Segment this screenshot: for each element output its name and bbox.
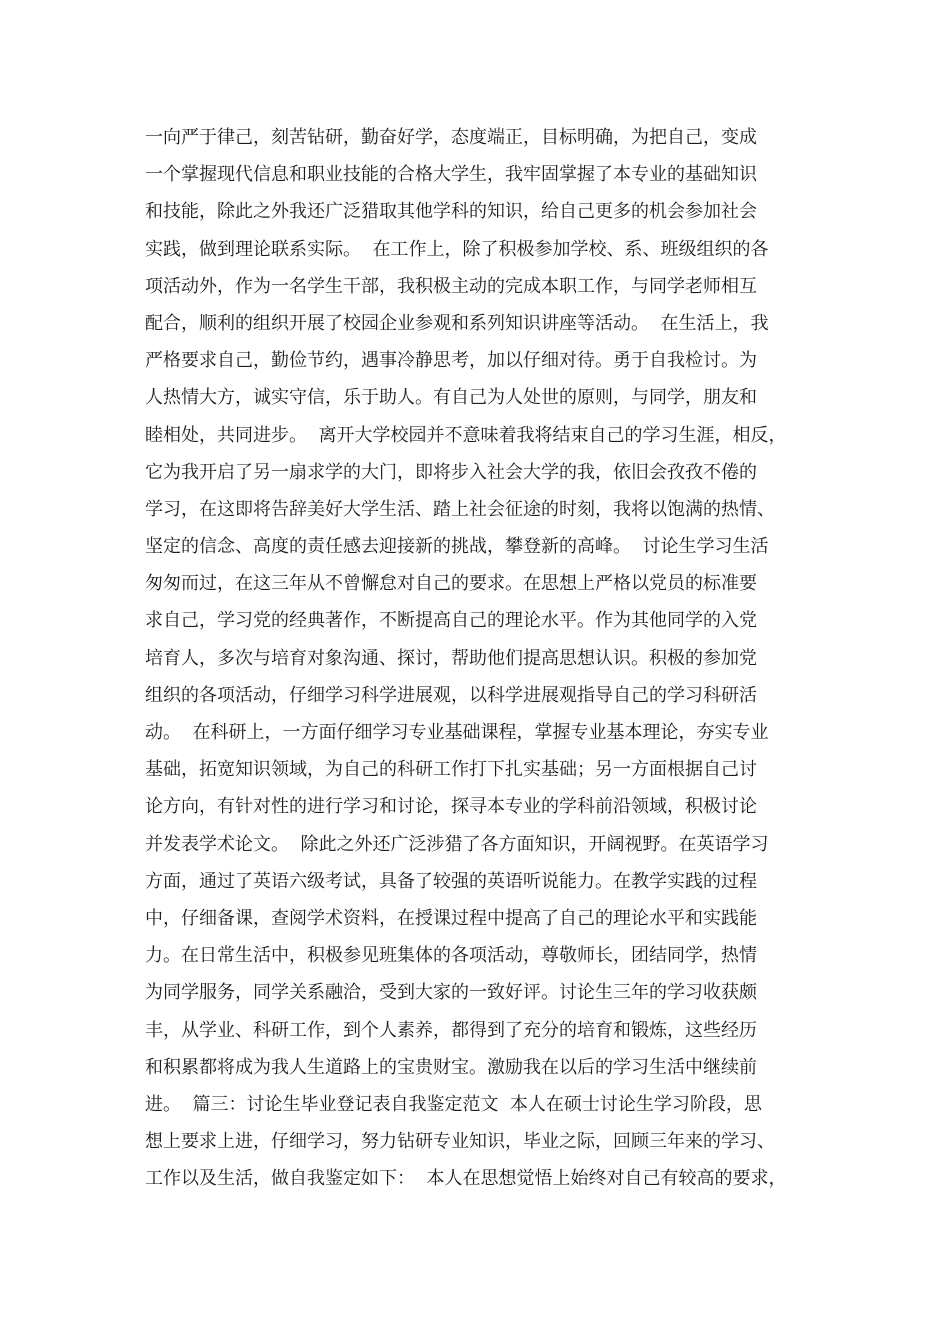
text-line: 工作以及生活，做自我鉴定如下： 本人在思想觉悟上始终对自己有较高的要求， — [145, 1168, 787, 1190]
text-line: 中，仔细备课，查阅学术资料，在授课过程中提高了自己的理论水平和实践能 — [145, 907, 757, 929]
text-line: 睦相处，共同进步。 离开大学校园并不意味着我将结束自己的学习生涯，相反， — [145, 424, 787, 446]
text-line: 基础，拓宽知识领域，为自己的科研工作打下扎实基础；另一方面根据自己讨 — [145, 759, 757, 781]
text-line: 培育人，多次与培育对象沟通、探讨，帮助他们提高思想认识。积极的参加党 — [145, 647, 757, 669]
text-line: 配合，顺利的组织开展了校园企业参观和系列知识讲座等活动。 在生活上，我 — [145, 312, 769, 334]
text-line: 动。 在科研上，一方面仔细学习专业基础课程，掌握专业基本理论，夯实专业 — [145, 722, 769, 743]
body-text — [145, 119, 835, 1197]
text-line: 组织的各项活动，仔细学习科学进展观，以科学进展观指导自己的学习科研活 — [145, 684, 757, 706]
text-line: 一向严于律己，刻苦钻研，勤奋好学，态度端正，目标明确，为把自己，变成 — [145, 127, 757, 148]
text-line: 匆匆而过，在这三年从不曾懈怠对自己的要求。在思想上严格以党员的标准要 — [145, 573, 757, 595]
text-line: 人热情大方，诚实守信，乐于助人。有自己为人处世的原则，与同学，朋友和 — [145, 387, 757, 409]
text-line: 方面，通过了英语六级考试，具备了较强的英语听说能力。在教学实践的过程 — [145, 870, 757, 892]
text-line: 实践，做到理论联系实际。 在工作上，除了积极参加学校、系、班级组织的各 — [145, 238, 769, 260]
text-line: 丰，从学业、科研工作，到个人素养，都得到了充分的培育和锻炼，这些经历 — [145, 1019, 757, 1041]
text-line: 项活动外，作为一名学生干部，我积极主动的完成本职工作，与同学老师相互 — [145, 275, 757, 297]
text-line: 它为我开启了另一扇求学的大门，即将步入社会大学的我，依旧会孜孜不倦的 — [145, 461, 757, 483]
text-line: 和积累都将成为我人生道路上的宝贵财宝。激励我在以后的学习生活中继续前 — [145, 1056, 757, 1078]
text-line: 求自己，学习党的经典著作，不断提高自己的理论水平。作为其他同学的入党 — [145, 610, 757, 632]
text-line: 和技能，除此之外我还广泛猎取其他学科的知识，给自己更多的机会参加社会 — [145, 201, 757, 223]
text-line: 坚定的信念、高度的责任感去迎接新的挑战，攀登新的高峰。 讨论生学习生活 — [145, 536, 769, 558]
text-line: 并发表学术论文。 除此之外还广泛涉猎了各方面知识，开阔视野。在英语学习 — [145, 833, 769, 855]
text-line: 一个掌握现代信息和职业技能的合格大学生，我牢固掌握了本专业的基础知识 — [145, 164, 757, 186]
text-line: 学习，在这即将告辞美好大学生活、踏上社会征途的时刻，我将以饱满的热情、 — [145, 498, 775, 520]
text-line: 为同学服务，同学关系融洽，受到大家的一致好评。讨论生三年的学习收获颇 — [145, 982, 757, 1004]
text-line: 进。 篇三：讨论生毕业登记表自我鉴定范文 本人在硕士讨论生学习阶段，思 — [145, 1093, 762, 1115]
text-line: 论方向，有针对性的进行学习和讨论，探寻本专业的学科前沿领域，积极讨论 — [145, 796, 757, 818]
text-line: 想上要求上进，仔细学习，努力钻研专业知识，毕业之际，回顾三年来的学习、 — [145, 1131, 775, 1153]
text-line: 力。在日常生活中，积极参见班集体的各项活动，尊敬师长，团结同学，热情 — [145, 945, 757, 967]
text-line: 严格要求自己，勤俭节约，遇事冷静思考，加以仔细对待。勇于自我检讨。为 — [145, 350, 757, 372]
